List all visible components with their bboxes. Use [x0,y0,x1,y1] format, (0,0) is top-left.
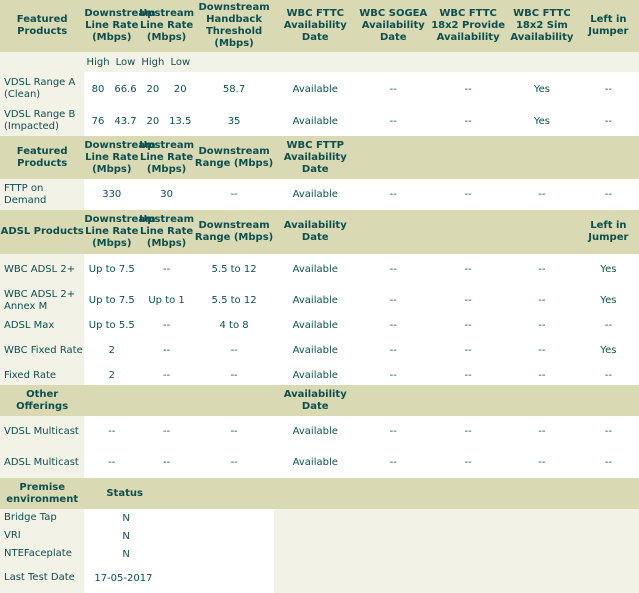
product-name: WBC ADSL 2+ Annex M [0,285,84,316]
cell: Up to 7.5 [84,285,139,316]
cell: -- [356,106,430,136]
cell: 5.5 to 12 [194,285,274,316]
header-handback-threshold: Downstream Handback Threshold (Mbps) [198,2,270,49]
header-fttc-availability: WBC FTTC Availability Date [283,8,347,43]
cell: Available [274,316,356,335]
cell: -- [430,316,506,335]
cell: -- [84,416,139,447]
subheader-ds-low: Low [112,52,139,72]
cell: Available [274,179,356,210]
table-row [0,72,639,106]
cell: Available [274,285,356,316]
cell: -- [578,106,639,136]
cell: -- [139,447,194,478]
cell: -- [578,416,639,447]
header-downstream-range: Downstream Range (Mbps) [194,220,274,243]
cell: -- [506,366,578,385]
subheader-ds-high: High [84,52,111,72]
product-name: VDSL Range A (Clean) [0,72,84,106]
cell: Yes [506,72,578,106]
cell: Yes [578,335,639,366]
cell: Available [274,416,356,447]
premise-label: NTEFaceplate [0,545,84,563]
blank-cell [274,527,639,545]
table-row [0,416,639,447]
cell: 20 [167,72,194,106]
subheader-rest [194,52,639,72]
featured-vdsl-subheader [0,52,639,72]
table-row [0,366,639,385]
cell: -- [356,72,430,106]
cell: 330 [84,179,139,210]
cell: -- [194,335,274,366]
header-downstream-range: Downstream Range (Mbps) [194,145,274,169]
cell: -- [430,285,506,316]
header-upstream-line-rate: Upstream Line Rate (Mbps) [139,8,195,43]
cell: -- [506,254,578,285]
cell: 2 [84,366,139,385]
cell: -- [430,447,506,478]
cell: 2 [84,335,139,366]
cell: Available [274,447,356,478]
header-blank [274,478,639,509]
header-adsl-products: ADSL Products [0,226,84,237]
header-left-in-jumper: Left in Jumper [588,14,629,37]
premise-status: N [84,545,274,563]
cell: Up to 7.5 [84,254,139,285]
table-row [0,254,639,285]
cell: -- [506,285,578,316]
table-row [0,285,639,316]
cell: -- [578,316,639,335]
cell: Available [274,335,356,366]
table-row [0,316,639,335]
cell: -- [356,447,430,478]
header-downstream-line-rate: Downstream Line Rate (Mbps) [84,139,156,175]
header-other-offerings: Other Offerings [16,388,69,412]
cell: -- [194,416,274,447]
cell: Available [274,106,356,136]
subheader-us-high: High [139,52,166,72]
subheader-us-low: Low [167,52,194,72]
cell: -- [430,106,506,136]
table-row [0,527,639,545]
premise-status: 17-05-2017 [84,563,274,593]
header-blank [356,385,639,416]
cell: -- [84,447,139,478]
header-blank [356,136,639,179]
cell: Up to 1 [139,285,194,316]
cell: Up to 5.5 [84,316,139,335]
cell: -- [139,335,194,366]
table-row [0,179,639,210]
blank-cell [274,545,639,563]
cell: -- [506,335,578,366]
featured-fttp-header [0,136,639,179]
cell: -- [356,416,430,447]
table-row [0,447,639,478]
header-upstream-line-rate: Upstream Line Rate (Mbps) [139,214,195,249]
header-upstream-line-rate: Upstream Line Rate (Mbps) [139,139,195,175]
table-row [0,106,639,136]
cell: Yes [578,254,639,285]
cell: -- [430,72,506,106]
cell: -- [506,447,578,478]
header-downstream-line-rate: Downstream Line Rate (Mbps) [84,8,156,43]
header-fttc-provide: WBC FTTC 18x2 Provide Availability [431,8,506,43]
cell: -- [430,366,506,385]
product-name: WBC Fixed Rate [0,335,84,366]
premise-status: N [84,509,274,527]
header-premise-environment: Premise environment [6,481,79,505]
table-row [0,563,639,593]
cell: -- [356,335,430,366]
cell: -- [356,254,430,285]
subheader-blank [0,52,84,72]
table-row [0,335,639,366]
cell: 13.5 [167,106,194,136]
adsl-header [0,210,639,254]
blank-cell [274,563,639,593]
cell: Yes [578,285,639,316]
cell: Available [274,254,356,285]
cell: 43.7 [112,106,139,136]
cell: -- [430,179,506,210]
cell: -- [578,447,639,478]
table-row [0,545,639,563]
cell: -- [356,179,430,210]
cell: -- [506,416,578,447]
blank-cell [274,509,639,527]
product-name: WBC ADSL 2+ [0,254,84,285]
cell: -- [356,285,430,316]
table-row [0,509,639,527]
product-name: Fixed Rate [0,366,84,385]
header-availability-date: Availability Date [283,388,347,412]
premise-label: Bridge Tap [0,509,84,527]
cell: -- [194,366,274,385]
cell: -- [506,179,578,210]
product-name: VDSL Multicast [0,416,84,447]
header-featured-products: Featured Products [16,145,68,169]
header-featured-products: Featured Products [16,14,68,37]
cell: -- [139,254,194,285]
header-status: Status [106,487,143,499]
cell: -- [506,316,578,335]
cell: 5.5 to 12 [194,254,274,285]
cell: -- [194,447,274,478]
product-name: FTTP on Demand [0,179,84,210]
other-offerings-header [0,385,639,416]
cell: 20 [139,72,166,106]
cell: -- [139,366,194,385]
cell: -- [430,254,506,285]
cell: 35 [194,106,274,136]
premise-header [0,478,639,509]
cell: 30 [139,179,194,210]
cell: Available [274,366,356,385]
header-downstream-line-rate: Downstream Line Rate (Mbps) [84,214,156,249]
header-blank [84,385,274,416]
cell: -- [139,316,194,335]
cell: 80 [84,72,111,106]
cell: -- [578,72,639,106]
cell: -- [578,179,639,210]
product-name: ADSL Multicast [0,447,84,478]
header-left-in-jumper: Left in Jumper [588,220,629,243]
premise-label: VRI [0,527,84,545]
header-fttc-sim: WBC FTTC 18x2 Sim Availability [510,8,574,43]
cell: -- [430,416,506,447]
header-blank [356,210,577,254]
header-sogea-availability: WBC SOGEA Availability Date [359,8,428,43]
premise-status: N [84,527,274,545]
header-fttp-availability: WBC FTTP Availability Date [283,139,347,175]
header-availability-date: Availability Date [283,220,347,243]
cell: 4 to 8 [194,316,274,335]
cell: Yes [506,106,578,136]
cell: -- [356,316,430,335]
cell: -- [578,366,639,385]
cell: -- [139,416,194,447]
featured-vdsl-header [0,0,639,52]
premise-label: Last Test Date [0,563,84,593]
product-name: VDSL Range B (Impacted) [0,106,84,136]
cell: -- [356,366,430,385]
cell: -- [194,179,274,210]
product-name: ADSL Max [0,316,84,335]
cell: 66.6 [112,72,139,106]
cell: Available [274,72,356,106]
cell: 76 [84,106,111,136]
cell: 58.7 [194,72,274,106]
cell: -- [430,335,506,366]
cell: 20 [139,106,166,136]
